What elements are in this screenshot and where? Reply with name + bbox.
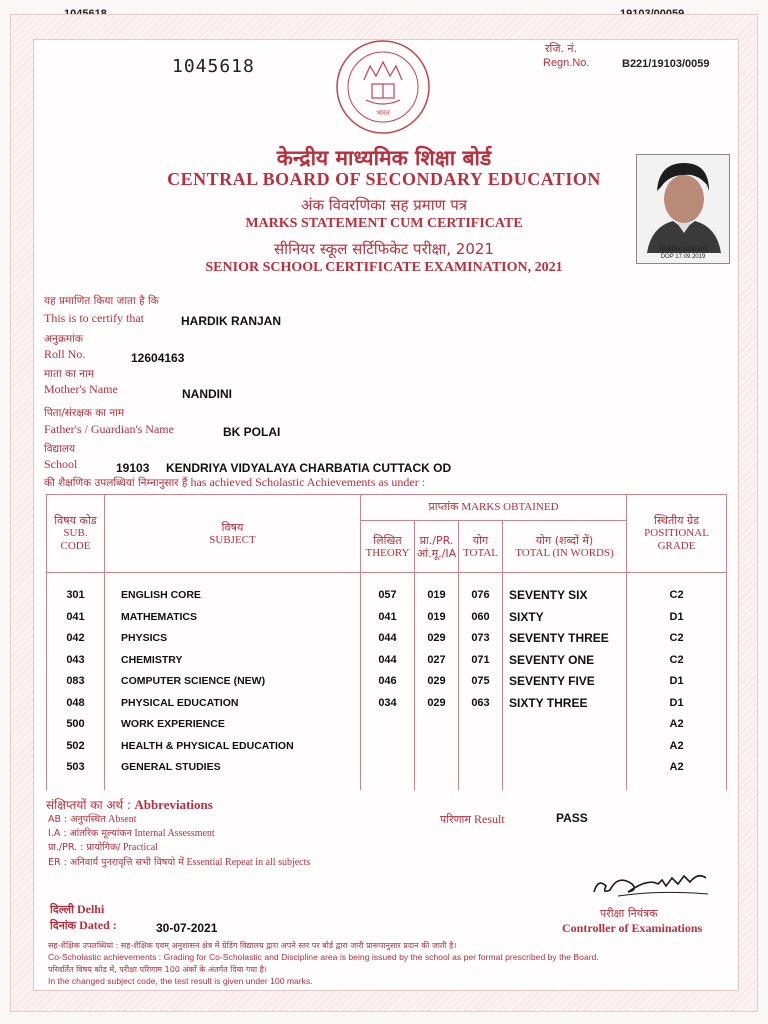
total-marks: [459, 735, 503, 757]
pr-header: प्रा./PR.: [419, 533, 454, 547]
regn-label-en: Regn.No.: [543, 57, 590, 69]
note-line-2: Co-Scholastic achievements : Grading for Co-Scholastic and Discipline area is being issued by the school as per format prescribed by the Board.: [48, 952, 599, 962]
table-row: [47, 757, 727, 779]
theory-marks: 044: [361, 628, 415, 650]
theory-marks: 046: [361, 671, 415, 693]
achieved-line: [44, 475, 425, 490]
subject-code: 503: [47, 757, 105, 779]
serial-number: 1045618: [172, 56, 255, 77]
practical-marks: [415, 757, 459, 779]
controller-title: Controller of Examinations: [562, 921, 703, 935]
board-title-hindi: केन्द्रीय माध्यमिक शिक्षा बोर्ड: [276, 146, 492, 170]
abbreviations-title-text: Abbreviations: [134, 797, 213, 812]
dated-label: [50, 918, 117, 933]
certify-label: This is to certify that: [44, 311, 144, 325]
note-line-1: सह-शैक्षिक उपलब्धियां : सह-शैक्षिक एवम् अनुशासन क्षेत्र में ग्रेडिंग विद्यालय द्वारा अपने स्तर पर बोर्ड द्वारा जारी प्रारूपानुसार प्रदान की जाती है।: [48, 941, 457, 950]
exam-title-hindi: सीनियर स्कूल सर्टिफिकेट परीक्षा, 2021: [274, 240, 494, 258]
table-row: [47, 735, 727, 757]
positional-grade: D1: [627, 692, 727, 714]
subject-code: 042: [47, 628, 105, 650]
positional-grade: C2: [627, 628, 727, 650]
abbreviation-desc: Practical: [122, 842, 158, 853]
total-marks: [459, 714, 503, 736]
marks-table: [46, 494, 727, 790]
father-label-hindi: पिता/संरक्षक का नाम: [44, 407, 125, 419]
subject-header: [105, 495, 361, 573]
abbreviation-item: [48, 812, 136, 825]
total-marks: 063: [459, 692, 503, 714]
total-header-hindi: योग: [472, 533, 489, 547]
abbreviation-key: AB : अनुपस्थित: [48, 814, 106, 825]
theory-marks: [361, 757, 415, 779]
sub-code-header-hindi: विषय कोड: [54, 514, 97, 527]
issue-date: 30-07-2021: [156, 921, 218, 935]
total-in-words: SEVENTY FIVE: [503, 671, 627, 693]
subject-code: 043: [47, 649, 105, 671]
abbreviation-item: [48, 840, 158, 853]
subject-code: 301: [47, 585, 105, 607]
table-row: [47, 692, 727, 714]
grade-header-text: POSITIONAL GRADE: [644, 527, 709, 552]
theory-marks: 044: [361, 649, 415, 671]
exam-title: SENIOR SCHOOL CERTIFICATE EXAMINATION, 2021: [205, 260, 563, 275]
positional-grade: A2: [627, 757, 727, 779]
emblem-text: भारत: [376, 109, 390, 117]
practical-marks: 029: [415, 692, 459, 714]
total-in-words: SIXTY THREE: [503, 692, 627, 714]
subject-name: MATHEMATICS: [105, 606, 361, 628]
photo-caption-name: HARDIK RANJAN: [658, 247, 708, 253]
abbreviation-item: [48, 855, 310, 868]
controller-hindi: परीक्षा नियंत्रक: [600, 907, 658, 920]
positional-grade: C2: [627, 585, 727, 607]
statement-title: MARKS STATEMENT CUM CERTIFICATE: [245, 216, 523, 231]
sub-code-header: [47, 495, 105, 573]
table-row: [47, 606, 727, 628]
theory-marks: [361, 714, 415, 736]
photo-caption-dob: DOP 17.09.2019: [660, 254, 706, 260]
school-name: KENDRIYA VIDYALAYA CHARBATIA CUTTACK OD: [166, 461, 452, 475]
student-photo: [636, 154, 730, 264]
words-header-text: TOTAL (IN WORDS): [515, 546, 614, 559]
pr-ia-header: [415, 521, 459, 573]
table-row: [47, 649, 727, 671]
subject-name: COMPUTER SCIENCE (NEW): [105, 671, 361, 693]
theory-marks: [361, 735, 415, 757]
positional-grade: A2: [627, 714, 727, 736]
dated-label-hindi: दिनांक: [50, 919, 77, 932]
result-value: PASS: [556, 811, 588, 825]
theory-header-text: THEORY: [365, 546, 410, 559]
total-marks: 060: [459, 606, 503, 628]
subject-name: ENGLISH CORE: [105, 585, 361, 607]
abbreviations-title: [46, 796, 213, 813]
marks-obtained-header: प्राप्तांक MARKS OBTAINED: [361, 495, 627, 521]
table-row: [47, 671, 727, 693]
subject-code: 502: [47, 735, 105, 757]
note-line-3: परिवर्तित विषय कोड में, परीक्षा परिणाम 100 अंकों के अंतर्गत दिया गया है।: [48, 965, 267, 974]
regn-number: B221/19103/0059: [622, 58, 710, 70]
student-name: HARDIK RANJAN: [181, 314, 282, 328]
subject-name: PHYSICS: [105, 628, 361, 650]
total-in-words: SEVENTY SIX: [503, 585, 627, 607]
subject-header-text: SUBJECT: [209, 533, 256, 546]
subject-header-hindi: विषय: [221, 520, 244, 534]
abbreviation-desc: Internal Assessment: [134, 828, 215, 839]
controller-signature-icon: [588, 864, 718, 904]
roll-label: Roll No.: [44, 347, 86, 361]
grade-header-hindi: स्थितीय ग्रेड: [654, 514, 700, 527]
subject-code: 500: [47, 714, 105, 736]
subject-code: 048: [47, 692, 105, 714]
words-header-hindi: योग (शब्दों में): [535, 533, 594, 547]
practical-marks: [415, 735, 459, 757]
place-hindi: दिल्ली: [50, 903, 74, 916]
total-header-text: TOTAL: [463, 546, 498, 559]
father-label: Father's / Guardian's Name: [44, 422, 174, 436]
abbreviations-title-hindi: संक्षिप्तयों का अर्थ :: [46, 798, 132, 812]
theory-marks: 034: [361, 692, 415, 714]
subject-name: WORK EXPERIENCE: [105, 714, 361, 736]
dated-label-text: Dated :: [79, 918, 117, 932]
abbreviation-key: I.A : आंतरिक मूल्यांकन: [48, 828, 132, 839]
total-header: [459, 521, 503, 573]
total-in-words: [503, 735, 627, 757]
abbreviation-desc: Absent: [108, 814, 137, 825]
theory-header-hindi: लिखित: [373, 533, 402, 547]
regn-label: [543, 42, 589, 70]
achieved-text-hindi: की शैक्षणिक उपलब्धियां निम्नानुसार हैं: [44, 477, 188, 489]
subject-name: PHYSICAL EDUCATION: [105, 692, 361, 714]
abbreviation-desc: Essential Repeat in all subjects: [186, 857, 311, 868]
place: [50, 902, 104, 917]
roll-number: 12604163: [131, 351, 185, 365]
practical-marks: 019: [415, 606, 459, 628]
table-row: [47, 714, 727, 736]
result-label-text: Result: [473, 812, 505, 826]
practical-marks: 027: [415, 649, 459, 671]
total-marks: 071: [459, 649, 503, 671]
positional-grade: D1: [627, 671, 727, 693]
result-label-hindi: परिणाम: [440, 813, 471, 826]
practical-marks: 029: [415, 628, 459, 650]
table-row: [47, 585, 727, 607]
total-in-words: [503, 714, 627, 736]
positional-grade: C2: [627, 649, 727, 671]
total-marks: 076: [459, 585, 503, 607]
result-label: [440, 812, 505, 827]
total-in-words: SEVENTY ONE: [503, 649, 627, 671]
total-in-words: SIXTY: [503, 606, 627, 628]
abbreviation-key: प्रा./PR. : प्रायोगिक/: [48, 842, 121, 853]
subject-name: CHEMISTRY: [105, 649, 361, 671]
subject-name: GENERAL STUDIES: [105, 757, 361, 779]
total-marks: 075: [459, 671, 503, 693]
subject-name: HEALTH & PHYSICAL EDUCATION: [105, 735, 361, 757]
note-line-4: In the changed subject code, the test result is given under 100 marks.: [48, 976, 313, 986]
regn-label-hi: रजि. नं.: [545, 42, 578, 55]
total-marks: [459, 757, 503, 779]
grade-header: [627, 495, 727, 573]
roll-label-hindi: अनुक्रमांक: [44, 333, 83, 345]
theory-header: [361, 521, 415, 573]
total-in-words: SEVENTY THREE: [503, 628, 627, 650]
total-marks: 073: [459, 628, 503, 650]
total-in-words: [503, 757, 627, 779]
theory-marks: 041: [361, 606, 415, 628]
practical-marks: 029: [415, 671, 459, 693]
subject-code: 041: [47, 606, 105, 628]
place-text: Delhi: [76, 902, 105, 916]
abbreviation-key: ER : अनिवार्य पुनरावृत्ति सभी विषयो में: [48, 857, 184, 868]
words-header: [503, 521, 627, 573]
practical-marks: [415, 714, 459, 736]
board-title: CENTRAL BOARD OF SECONDARY EDUCATION: [167, 169, 601, 189]
school-label-hindi: विद्यालय: [44, 443, 76, 455]
positional-grade: A2: [627, 735, 727, 757]
positional-grade: D1: [627, 606, 727, 628]
sub-code-header-text: SUB. CODE: [60, 527, 91, 552]
subject-code: 083: [47, 671, 105, 693]
cbse-emblem-icon: [334, 38, 432, 136]
school-label: School: [44, 457, 78, 471]
mother-name: NANDINI: [182, 387, 232, 401]
ia-header: आं.मू./IA: [416, 546, 457, 560]
achieved-text: has achieved Scholastic Achievements as under :: [190, 475, 426, 489]
mother-label-hindi: माता का नाम: [44, 368, 94, 380]
table-row: [47, 628, 727, 650]
practical-marks: 019: [415, 585, 459, 607]
theory-marks: 057: [361, 585, 415, 607]
school-code: 19103: [116, 461, 150, 475]
statement-title-hindi: अंक विवरणिका सह प्रमाण पत्र: [300, 196, 468, 214]
certify-label-hindi: यह प्रमाणित किया जाता है कि: [44, 295, 159, 307]
abbreviation-item: [48, 826, 215, 839]
father-name: BK POLAI: [223, 425, 281, 439]
mother-label: Mother's Name: [44, 382, 118, 396]
